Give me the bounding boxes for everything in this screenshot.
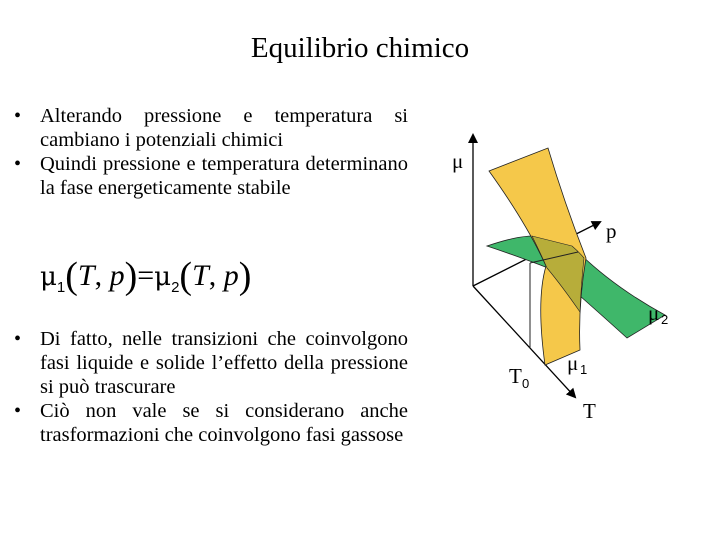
formula-mu-1: μ <box>40 262 57 292</box>
formula-paren: ) <box>238 255 252 297</box>
mu1-label: μ <box>567 351 579 375</box>
mu2-subscript: 2 <box>661 312 669 327</box>
T-axis-label: T <box>583 399 596 423</box>
formula-T: T <box>77 259 95 292</box>
formula-equals: = <box>137 259 155 292</box>
bullet-item: • Ciò non vale se si considerano anche trasformazioni che coinvolgono fasi gassose <box>14 399 408 447</box>
formula-paren: ( <box>65 255 78 297</box>
formula-T: T <box>192 259 209 292</box>
mu-axis-label: μ <box>452 149 464 173</box>
formula-comma: , <box>94 259 103 292</box>
t0-label: T <box>509 364 522 388</box>
mu1-subscript: 1 <box>580 362 588 377</box>
formula-comma: , <box>208 259 217 292</box>
p-axis-label: p <box>606 219 617 243</box>
formula-p: p <box>109 259 125 292</box>
slide-title: Equilibrio chimico <box>250 32 470 64</box>
formula-mu-2: μ <box>154 262 172 292</box>
formula-paren: ) <box>124 255 138 297</box>
formula-p: p <box>223 259 239 292</box>
formula-sub-2: 2 <box>171 279 180 296</box>
formula-sub-1: 1 <box>56 279 66 296</box>
mu2-label: μ <box>648 301 660 325</box>
formula-paren: ( <box>179 255 193 297</box>
bullet-item: • Alterando pressione e temperatura si cambiano i potenziali chimici <box>14 104 408 152</box>
bullet-item: • Quindi pressione e temperatura determinano la fase energeticamente stabile <box>14 152 408 200</box>
t0-subscript: 0 <box>522 376 530 391</box>
bullet-item: • Di fatto, nelle transizioni che coinvolgono fasi liquide e solide l’effetto della pressione si può trascurare <box>14 327 408 399</box>
